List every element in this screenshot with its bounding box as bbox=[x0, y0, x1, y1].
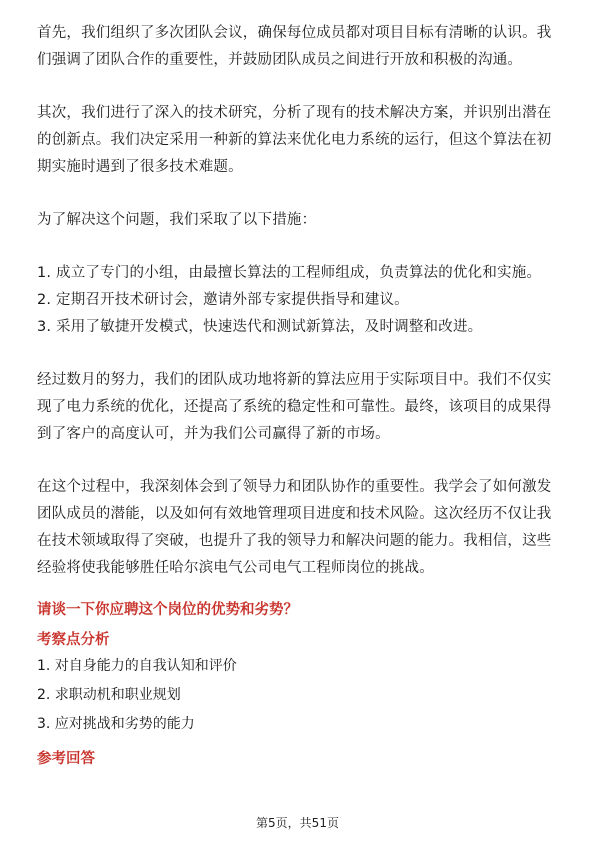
answer-heading: 参考回答 bbox=[37, 751, 95, 767]
list-item: 1. 成立了专门的小组，由最擅长算法的工程师组成，负责算法的优化和实施。 bbox=[37, 265, 542, 281]
list-item: 3. 采用了敏捷开发模式，快速迭代和测试新算法，及时调整和改进。 bbox=[37, 319, 483, 335]
list-item: 2. 定期召开技术研讨会，邀请外部专家提供指导和建议。 bbox=[37, 292, 409, 308]
paragraph-measures-intro: 为了解决这个问题，我们采取了以下措施： bbox=[37, 212, 317, 228]
page-footer: 第5页，共51页 bbox=[256, 816, 339, 830]
question-heading: 请谈一下你应聘这个岗位的优势和劣势？ bbox=[37, 602, 298, 618]
analysis-list bbox=[37, 652, 562, 739]
paragraph-reflection: 在这个过程中，我深刻体会到了领导力和团队协作的重要性。我学会了如何激发团队成员的潜能，以及如何有效地管理项目进度和技术风险。这次经历不仅让我在技术领域取得了突破，也提升了我的领导力和解决问题的能力。我相信，这些经验将使我能够胜任哈尔滨电气公司电气工程师岗位的挑战。 bbox=[37, 479, 552, 576]
measures-list bbox=[37, 260, 562, 341]
paragraph-results: 经过数月的努力，我们的团队成功地将新的算法应用于实际项目中。我们不仅实现了电力系统的优化，还提高了系统的稳定性和可靠性。最终，该项目的成果得到了客户的高度认可，并为我们公司赢得了新的市场。 bbox=[37, 372, 552, 442]
list-item: 1. 对自身能力的自我认知和评价 bbox=[37, 658, 237, 674]
analysis-heading: 考察点分析 bbox=[37, 632, 110, 648]
list-item: 2. 求职动机和职业规划 bbox=[37, 687, 181, 703]
list-item: 3. 应对挑战和劣势的能力 bbox=[37, 716, 195, 732]
paragraph-team-meetings: 首先，我们组织了多次团队会议，确保每位成员都对项目目标有清晰的认识。我们强调了团队合作的重要性，并鼓励团队成员之间进行开放和积极的沟通。 bbox=[37, 25, 552, 68]
page-content bbox=[37, 20, 562, 771]
paragraph-tech-research: 其次，我们进行了深入的技术研究，分析了现有的技术解决方案，并识别出潜在的创新点。我们决定采用一种新的算法来优化电力系统的运行，但这个算法在初期实施时遇到了很多技术难题。 bbox=[37, 105, 552, 175]
